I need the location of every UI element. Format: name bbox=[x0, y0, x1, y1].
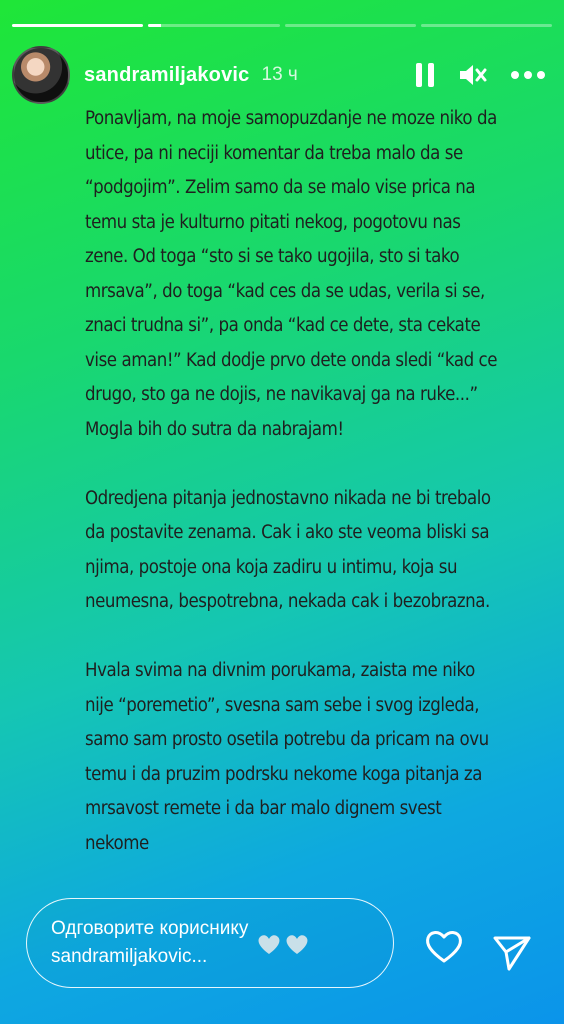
story-header bbox=[12, 46, 546, 104]
mute-icon[interactable] bbox=[458, 61, 488, 89]
progress-segment bbox=[12, 24, 143, 27]
white-heart-icon bbox=[256, 932, 312, 956]
reply-placeholder-line1: Одговорите кориснику bbox=[51, 918, 249, 939]
username-link[interactable]: sandramiljakovic bbox=[84, 63, 250, 86]
progress-segment bbox=[285, 24, 416, 27]
reply-input[interactable] bbox=[26, 898, 394, 988]
story-text bbox=[85, 102, 504, 896]
pause-icon[interactable] bbox=[414, 61, 436, 89]
send-icon[interactable] bbox=[492, 934, 532, 977]
story-paragraph: Odredjena pitanja jednostavno nikada ne bi trebalo da postavite zenama. Cak i ako ste veoma bliski sa njima, postoje ona koja zadiru u intimu, koja su neumesna, bespotrebna, nekada cak i bezobrazna. bbox=[85, 487, 491, 612]
story-controls bbox=[414, 61, 546, 89]
story-progress-bar bbox=[12, 24, 552, 27]
avatar[interactable] bbox=[12, 46, 70, 104]
reply-placeholder-line2: sandramiljakovic... bbox=[51, 946, 208, 967]
time-ago: 13 ч bbox=[261, 64, 298, 85]
emoji-hearts bbox=[256, 932, 312, 956]
progress-segment bbox=[421, 24, 552, 27]
heart-icon[interactable] bbox=[424, 928, 464, 969]
progress-segment bbox=[148, 24, 279, 27]
story-paragraph: Ponavljam, na moje samopuzdanje ne moze niko da utice, pa ni neciji komentar da treba malo da se “podgojim”. Zelim samo da se malo vise prica na temu sta je kulturno pitati nekog, pogotovu nas zene. Od toga “sto si se tako ugojila, sto si tako mrsava”, do toga “kad ces da se udas, verila si se, znaci trudna si”, pa onda “kad ce dete, sta cekate vise aman!” Kad dodje prvo dete onda sledi “kad ce drugo, sto ga ne dojis, ne navikavaj ga na ruke...” Mogla bih do sutra da nabrajam! bbox=[85, 108, 498, 440]
more-icon[interactable] bbox=[510, 70, 546, 80]
story-paragraph: Hvala svima na divnim porukama, zaista me niko nije “poremetio”, svesna sam sebe i svog izgleda, samo sam prosto osetila potrebu da pricam na ovu temu i da pruzim podrsku nekome koga pitanja za mrsavost remete i da bar malo dignem svest nekome bbox=[85, 660, 489, 854]
